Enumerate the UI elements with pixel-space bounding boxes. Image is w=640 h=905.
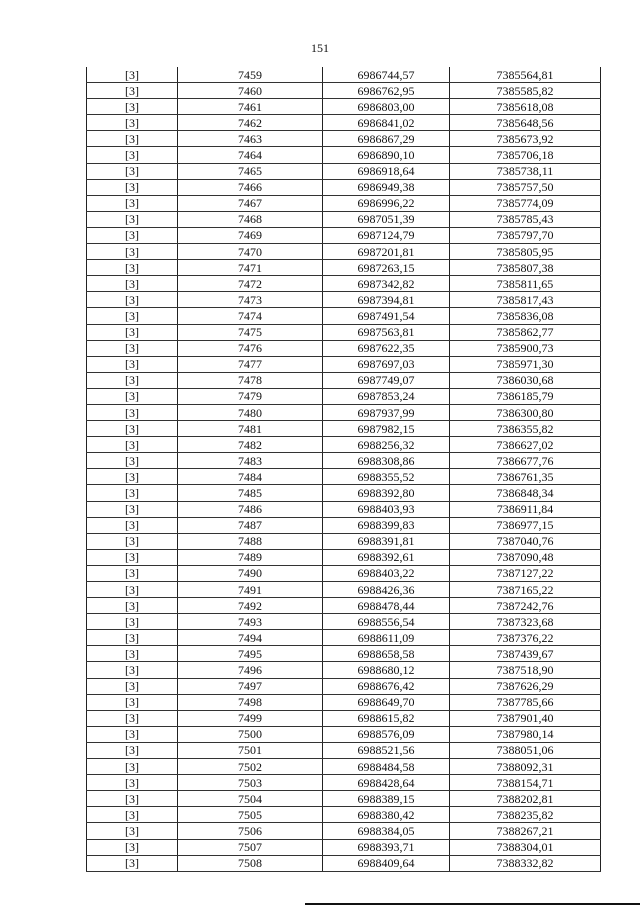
point-number-cell: 7479 bbox=[178, 388, 323, 404]
y-coordinate-cell: 7388267,21 bbox=[450, 823, 601, 839]
coordinates-table-body bbox=[87, 67, 601, 871]
point-number-cell: 7481 bbox=[178, 421, 323, 437]
table-row bbox=[87, 517, 601, 533]
table-row bbox=[87, 244, 601, 260]
point-number-cell: 7465 bbox=[178, 163, 323, 179]
y-coordinate-cell: 7385805,95 bbox=[450, 244, 601, 260]
point-number-cell: 7459 bbox=[178, 67, 323, 83]
x-coordinate-cell: 6986744,57 bbox=[323, 67, 450, 83]
x-coordinate-cell: 6987937,99 bbox=[323, 404, 450, 420]
y-coordinate-cell: 7385585,82 bbox=[450, 83, 601, 99]
table-row bbox=[87, 437, 601, 453]
table-row bbox=[87, 485, 601, 501]
table-row bbox=[87, 742, 601, 758]
point-number-cell: 7506 bbox=[178, 823, 323, 839]
x-coordinate-cell: 6988380,42 bbox=[323, 807, 450, 823]
table-row bbox=[87, 421, 601, 437]
table-row bbox=[87, 356, 601, 372]
y-coordinate-cell: 7385618,08 bbox=[450, 99, 601, 115]
source-ref-cell: [3] bbox=[87, 131, 178, 147]
source-ref-cell: [3] bbox=[87, 324, 178, 340]
source-ref-cell: [3] bbox=[87, 598, 178, 614]
source-ref-cell: [3] bbox=[87, 99, 178, 115]
x-coordinate-cell: 6987051,39 bbox=[323, 211, 450, 227]
source-ref-cell: [3] bbox=[87, 775, 178, 791]
table-row bbox=[87, 131, 601, 147]
y-coordinate-cell: 7385648,56 bbox=[450, 115, 601, 131]
source-ref-cell: [3] bbox=[87, 453, 178, 469]
x-coordinate-cell: 6988403,93 bbox=[323, 501, 450, 517]
table-row bbox=[87, 710, 601, 726]
table-row bbox=[87, 630, 601, 646]
table-row bbox=[87, 372, 601, 388]
x-coordinate-cell: 6987749,07 bbox=[323, 372, 450, 388]
y-coordinate-cell: 7387090,48 bbox=[450, 549, 601, 565]
source-ref-cell: [3] bbox=[87, 501, 178, 517]
point-number-cell: 7468 bbox=[178, 211, 323, 227]
point-number-cell: 7466 bbox=[178, 179, 323, 195]
table-row bbox=[87, 775, 601, 791]
source-ref-cell: [3] bbox=[87, 710, 178, 726]
x-coordinate-cell: 6988392,61 bbox=[323, 549, 450, 565]
source-ref-cell: [3] bbox=[87, 807, 178, 823]
y-coordinate-cell: 7387626,29 bbox=[450, 678, 601, 694]
point-number-cell: 7476 bbox=[178, 340, 323, 356]
y-coordinate-cell: 7387127,22 bbox=[450, 565, 601, 581]
point-number-cell: 7491 bbox=[178, 582, 323, 598]
page-number: 151 bbox=[311, 41, 329, 55]
source-ref-cell: [3] bbox=[87, 83, 178, 99]
table-row bbox=[87, 501, 601, 517]
table-row bbox=[87, 791, 601, 807]
y-coordinate-cell: 7385817,43 bbox=[450, 292, 601, 308]
source-ref-cell: [3] bbox=[87, 227, 178, 243]
x-coordinate-cell: 6987124,79 bbox=[323, 227, 450, 243]
point-number-cell: 7485 bbox=[178, 485, 323, 501]
source-ref-cell: [3] bbox=[87, 726, 178, 742]
y-coordinate-cell: 7385971,30 bbox=[450, 356, 601, 372]
x-coordinate-cell: 6988615,82 bbox=[323, 710, 450, 726]
y-coordinate-cell: 7385797,70 bbox=[450, 227, 601, 243]
table-row bbox=[87, 839, 601, 855]
x-coordinate-cell: 6988391,81 bbox=[323, 533, 450, 549]
source-ref-cell: [3] bbox=[87, 292, 178, 308]
x-coordinate-cell: 6988403,22 bbox=[323, 565, 450, 581]
point-number-cell: 7504 bbox=[178, 791, 323, 807]
y-coordinate-cell: 7388332,82 bbox=[450, 855, 601, 871]
x-coordinate-cell: 6986996,22 bbox=[323, 195, 450, 211]
x-coordinate-cell: 6988384,05 bbox=[323, 823, 450, 839]
x-coordinate-cell: 6987622,35 bbox=[323, 340, 450, 356]
table-row bbox=[87, 276, 601, 292]
y-coordinate-cell: 7388051,06 bbox=[450, 742, 601, 758]
y-coordinate-cell: 7386761,35 bbox=[450, 469, 601, 485]
point-number-cell: 7492 bbox=[178, 598, 323, 614]
x-coordinate-cell: 6988521,56 bbox=[323, 742, 450, 758]
source-ref-cell: [3] bbox=[87, 404, 178, 420]
table-row bbox=[87, 646, 601, 662]
x-coordinate-cell: 6988426,36 bbox=[323, 582, 450, 598]
table-row bbox=[87, 195, 601, 211]
source-ref-cell: [3] bbox=[87, 67, 178, 83]
table-row bbox=[87, 533, 601, 549]
source-ref-cell: [3] bbox=[87, 614, 178, 630]
y-coordinate-cell: 7385774,09 bbox=[450, 195, 601, 211]
x-coordinate-cell: 6988389,15 bbox=[323, 791, 450, 807]
x-coordinate-cell: 6987263,15 bbox=[323, 260, 450, 276]
point-number-cell: 7473 bbox=[178, 292, 323, 308]
x-coordinate-cell: 6988409,64 bbox=[323, 855, 450, 871]
point-number-cell: 7464 bbox=[178, 147, 323, 163]
x-coordinate-cell: 6987563,81 bbox=[323, 324, 450, 340]
y-coordinate-cell: 7387040,76 bbox=[450, 533, 601, 549]
source-ref-cell: [3] bbox=[87, 630, 178, 646]
y-coordinate-cell: 7386627,02 bbox=[450, 437, 601, 453]
y-coordinate-cell: 7387165,22 bbox=[450, 582, 601, 598]
table-row bbox=[87, 404, 601, 420]
table-row bbox=[87, 678, 601, 694]
x-coordinate-cell: 6988676,42 bbox=[323, 678, 450, 694]
x-coordinate-cell: 6988680,12 bbox=[323, 662, 450, 678]
x-coordinate-cell: 6988392,80 bbox=[323, 485, 450, 501]
table-row bbox=[87, 582, 601, 598]
y-coordinate-cell: 7385757,50 bbox=[450, 179, 601, 195]
y-coordinate-cell: 7385811,65 bbox=[450, 276, 601, 292]
point-number-cell: 7469 bbox=[178, 227, 323, 243]
y-coordinate-cell: 7388154,71 bbox=[450, 775, 601, 791]
table-row bbox=[87, 614, 601, 630]
source-ref-cell: [3] bbox=[87, 823, 178, 839]
y-coordinate-cell: 7385862,77 bbox=[450, 324, 601, 340]
point-number-cell: 7495 bbox=[178, 646, 323, 662]
table-row bbox=[87, 469, 601, 485]
x-coordinate-cell: 6986841,02 bbox=[323, 115, 450, 131]
y-coordinate-cell: 7388304,01 bbox=[450, 839, 601, 855]
point-number-cell: 7488 bbox=[178, 533, 323, 549]
point-number-cell: 7484 bbox=[178, 469, 323, 485]
y-coordinate-cell: 7386300,80 bbox=[450, 404, 601, 420]
x-coordinate-cell: 6987201,81 bbox=[323, 244, 450, 260]
y-coordinate-cell: 7388202,81 bbox=[450, 791, 601, 807]
table-row bbox=[87, 147, 601, 163]
point-number-cell: 7494 bbox=[178, 630, 323, 646]
table-row bbox=[87, 759, 601, 775]
y-coordinate-cell: 7386185,79 bbox=[450, 388, 601, 404]
table-row bbox=[87, 823, 601, 839]
point-number-cell: 7477 bbox=[178, 356, 323, 372]
x-coordinate-cell: 6986918,64 bbox=[323, 163, 450, 179]
point-number-cell: 7471 bbox=[178, 260, 323, 276]
point-number-cell: 7505 bbox=[178, 807, 323, 823]
table-row bbox=[87, 227, 601, 243]
table-row bbox=[87, 308, 601, 324]
point-number-cell: 7462 bbox=[178, 115, 323, 131]
table-row bbox=[87, 340, 601, 356]
y-coordinate-cell: 7387376,22 bbox=[450, 630, 601, 646]
source-ref-cell: [3] bbox=[87, 646, 178, 662]
x-coordinate-cell: 6988428,64 bbox=[323, 775, 450, 791]
x-coordinate-cell: 6988484,58 bbox=[323, 759, 450, 775]
table-row bbox=[87, 260, 601, 276]
x-coordinate-cell: 6987342,82 bbox=[323, 276, 450, 292]
table-row bbox=[87, 598, 601, 614]
y-coordinate-cell: 7385706,18 bbox=[450, 147, 601, 163]
table-row bbox=[87, 324, 601, 340]
table-row bbox=[87, 662, 601, 678]
y-coordinate-cell: 7387439,67 bbox=[450, 646, 601, 662]
point-number-cell: 7460 bbox=[178, 83, 323, 99]
x-coordinate-cell: 6988658,58 bbox=[323, 646, 450, 662]
point-number-cell: 7482 bbox=[178, 437, 323, 453]
y-coordinate-cell: 7386911,84 bbox=[450, 501, 601, 517]
y-coordinate-cell: 7386977,15 bbox=[450, 517, 601, 533]
source-ref-cell: [3] bbox=[87, 469, 178, 485]
source-ref-cell: [3] bbox=[87, 115, 178, 131]
source-ref-cell: [3] bbox=[87, 260, 178, 276]
source-ref-cell: [3] bbox=[87, 356, 178, 372]
y-coordinate-cell: 7388092,31 bbox=[450, 759, 601, 775]
point-number-cell: 7470 bbox=[178, 244, 323, 260]
source-ref-cell: [3] bbox=[87, 147, 178, 163]
x-coordinate-cell: 6986762,95 bbox=[323, 83, 450, 99]
y-coordinate-cell: 7386030,68 bbox=[450, 372, 601, 388]
x-coordinate-cell: 6988355,52 bbox=[323, 469, 450, 485]
source-ref-cell: [3] bbox=[87, 276, 178, 292]
x-coordinate-cell: 6986867,29 bbox=[323, 131, 450, 147]
table-row bbox=[87, 855, 601, 871]
coordinates-table bbox=[86, 67, 601, 872]
x-coordinate-cell: 6987491,54 bbox=[323, 308, 450, 324]
source-ref-cell: [3] bbox=[87, 694, 178, 710]
table-row bbox=[87, 115, 601, 131]
point-number-cell: 7478 bbox=[178, 372, 323, 388]
source-ref-cell: [3] bbox=[87, 582, 178, 598]
table-row bbox=[87, 211, 601, 227]
table-row bbox=[87, 694, 601, 710]
x-coordinate-cell: 6988399,83 bbox=[323, 517, 450, 533]
source-ref-cell: [3] bbox=[87, 517, 178, 533]
y-coordinate-cell: 7387980,14 bbox=[450, 726, 601, 742]
y-coordinate-cell: 7385738,11 bbox=[450, 163, 601, 179]
source-ref-cell: [3] bbox=[87, 533, 178, 549]
source-ref-cell: [3] bbox=[87, 839, 178, 855]
x-coordinate-cell: 6988576,09 bbox=[323, 726, 450, 742]
point-number-cell: 7467 bbox=[178, 195, 323, 211]
source-ref-cell: [3] bbox=[87, 244, 178, 260]
source-ref-cell: [3] bbox=[87, 759, 178, 775]
source-ref-cell: [3] bbox=[87, 678, 178, 694]
point-number-cell: 7487 bbox=[178, 517, 323, 533]
table-row bbox=[87, 807, 601, 823]
table-row bbox=[87, 99, 601, 115]
x-coordinate-cell: 6988556,54 bbox=[323, 614, 450, 630]
table-row bbox=[87, 549, 601, 565]
x-coordinate-cell: 6988308,86 bbox=[323, 453, 450, 469]
y-coordinate-cell: 7387785,66 bbox=[450, 694, 601, 710]
source-ref-cell: [3] bbox=[87, 437, 178, 453]
point-number-cell: 7475 bbox=[178, 324, 323, 340]
x-coordinate-cell: 6987853,24 bbox=[323, 388, 450, 404]
source-ref-cell: [3] bbox=[87, 195, 178, 211]
point-number-cell: 7500 bbox=[178, 726, 323, 742]
point-number-cell: 7461 bbox=[178, 99, 323, 115]
table-row bbox=[87, 388, 601, 404]
x-coordinate-cell: 6986890,10 bbox=[323, 147, 450, 163]
table-row bbox=[87, 163, 601, 179]
source-ref-cell: [3] bbox=[87, 340, 178, 356]
point-number-cell: 7474 bbox=[178, 308, 323, 324]
y-coordinate-cell: 7385807,38 bbox=[450, 260, 601, 276]
point-number-cell: 7508 bbox=[178, 855, 323, 871]
y-coordinate-cell: 7385900,73 bbox=[450, 340, 601, 356]
point-number-cell: 7501 bbox=[178, 742, 323, 758]
y-coordinate-cell: 7385836,08 bbox=[450, 308, 601, 324]
point-number-cell: 7507 bbox=[178, 839, 323, 855]
y-coordinate-cell: 7387323,68 bbox=[450, 614, 601, 630]
point-number-cell: 7472 bbox=[178, 276, 323, 292]
x-coordinate-cell: 6986803,00 bbox=[323, 99, 450, 115]
source-ref-cell: [3] bbox=[87, 791, 178, 807]
source-ref-cell: [3] bbox=[87, 421, 178, 437]
y-coordinate-cell: 7385785,43 bbox=[450, 211, 601, 227]
x-coordinate-cell: 6988256,32 bbox=[323, 437, 450, 453]
x-coordinate-cell: 6988393,71 bbox=[323, 839, 450, 855]
point-number-cell: 7489 bbox=[178, 549, 323, 565]
y-coordinate-cell: 7386677,76 bbox=[450, 453, 601, 469]
source-ref-cell: [3] bbox=[87, 485, 178, 501]
x-coordinate-cell: 6987394,81 bbox=[323, 292, 450, 308]
table-row bbox=[87, 179, 601, 195]
point-number-cell: 7497 bbox=[178, 678, 323, 694]
y-coordinate-cell: 7385564,81 bbox=[450, 67, 601, 83]
source-ref-cell: [3] bbox=[87, 163, 178, 179]
y-coordinate-cell: 7386848,34 bbox=[450, 485, 601, 501]
point-number-cell: 7486 bbox=[178, 501, 323, 517]
point-number-cell: 7502 bbox=[178, 759, 323, 775]
source-ref-cell: [3] bbox=[87, 855, 178, 871]
table-row bbox=[87, 67, 601, 83]
y-coordinate-cell: 7386355,82 bbox=[450, 421, 601, 437]
y-coordinate-cell: 7388235,82 bbox=[450, 807, 601, 823]
y-coordinate-cell: 7387242,76 bbox=[450, 598, 601, 614]
table-row bbox=[87, 726, 601, 742]
point-number-cell: 7499 bbox=[178, 710, 323, 726]
y-coordinate-cell: 7387901,40 bbox=[450, 710, 601, 726]
table-row bbox=[87, 565, 601, 581]
x-coordinate-cell: 6987697,03 bbox=[323, 356, 450, 372]
x-coordinate-cell: 6988611,09 bbox=[323, 630, 450, 646]
y-coordinate-cell: 7387518,90 bbox=[450, 662, 601, 678]
y-coordinate-cell: 7385673,92 bbox=[450, 131, 601, 147]
point-number-cell: 7493 bbox=[178, 614, 323, 630]
source-ref-cell: [3] bbox=[87, 388, 178, 404]
x-coordinate-cell: 6988649,70 bbox=[323, 694, 450, 710]
point-number-cell: 7503 bbox=[178, 775, 323, 791]
source-ref-cell: [3] bbox=[87, 211, 178, 227]
point-number-cell: 7496 bbox=[178, 662, 323, 678]
source-ref-cell: [3] bbox=[87, 308, 178, 324]
x-coordinate-cell: 6986949,38 bbox=[323, 179, 450, 195]
source-ref-cell: [3] bbox=[87, 179, 178, 195]
source-ref-cell: [3] bbox=[87, 549, 178, 565]
point-number-cell: 7480 bbox=[178, 404, 323, 420]
point-number-cell: 7490 bbox=[178, 565, 323, 581]
source-ref-cell: [3] bbox=[87, 565, 178, 581]
x-coordinate-cell: 6988478,44 bbox=[323, 598, 450, 614]
table-row bbox=[87, 83, 601, 99]
point-number-cell: 7463 bbox=[178, 131, 323, 147]
source-ref-cell: [3] bbox=[87, 662, 178, 678]
table-row bbox=[87, 292, 601, 308]
point-number-cell: 7498 bbox=[178, 694, 323, 710]
source-ref-cell: [3] bbox=[87, 742, 178, 758]
x-coordinate-cell: 6987982,15 bbox=[323, 421, 450, 437]
point-number-cell: 7483 bbox=[178, 453, 323, 469]
table-row bbox=[87, 453, 601, 469]
source-ref-cell: [3] bbox=[87, 372, 178, 388]
